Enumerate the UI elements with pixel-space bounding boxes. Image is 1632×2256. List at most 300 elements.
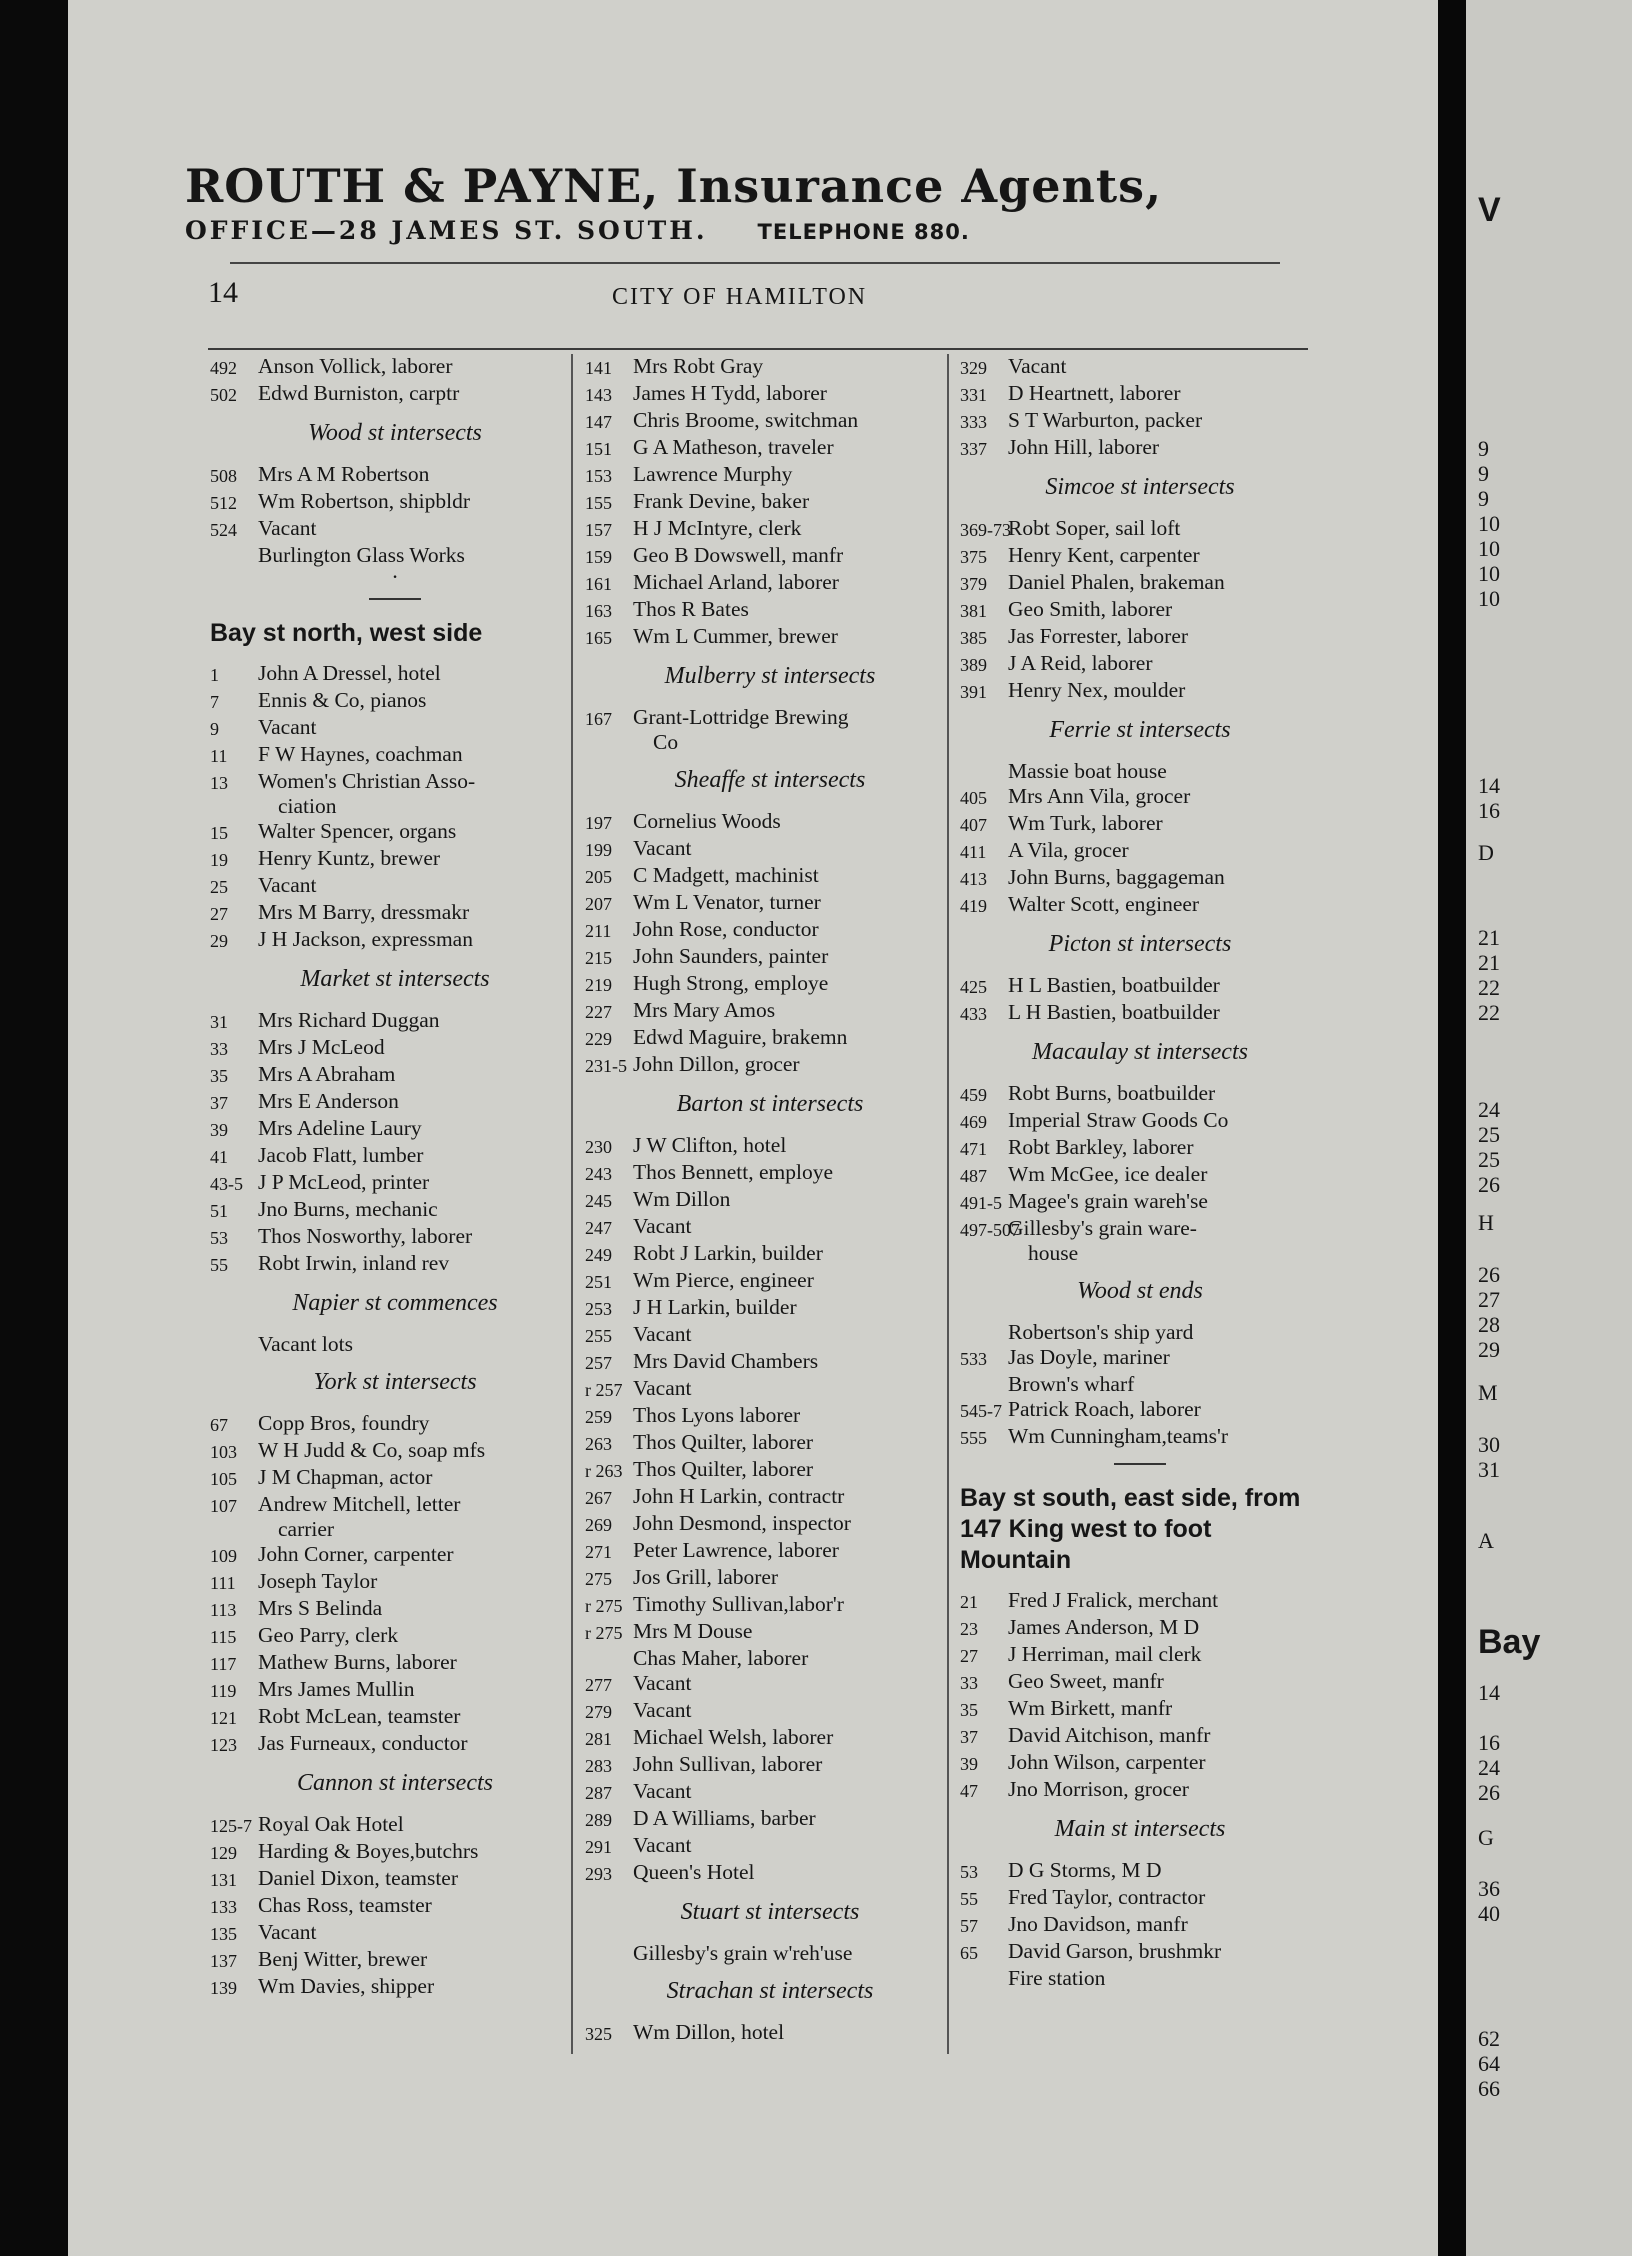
house-number: 413 xyxy=(960,869,987,889)
resident-name: Magee's grain wareh'se xyxy=(1008,1189,1208,1213)
house-number: 271 xyxy=(585,1542,612,1562)
house-number: 267 xyxy=(585,1488,612,1508)
directory-entry xyxy=(585,1052,955,1079)
directory-entry xyxy=(585,1457,955,1484)
street-section-heading: Bay st south, east side, from 147 King west to foot Mountain xyxy=(960,1484,1301,1574)
resident-name: Mrs Ann Vila, grocer xyxy=(1008,784,1191,808)
resident-name-continued: house xyxy=(1028,1241,1079,1265)
directory-entry xyxy=(210,1947,580,1974)
directory-note: Gillesby's grain w'reh'use xyxy=(633,1941,853,1965)
directory-entry xyxy=(585,516,955,543)
directory-entry xyxy=(210,742,580,769)
resident-name: Vacant xyxy=(258,516,317,540)
directory-entry xyxy=(210,516,580,543)
directory-entry xyxy=(585,1806,955,1833)
directory-entry xyxy=(960,1777,1320,1804)
resident-name: Geo Smith, laborer xyxy=(1008,597,1173,621)
resident-name: Jas Furneaux, conductor xyxy=(258,1731,468,1755)
directory-entry xyxy=(585,1268,955,1295)
resident-name: Frank Devine, baker xyxy=(633,489,810,513)
directory-entry xyxy=(585,1214,955,1241)
directory-entry xyxy=(585,890,955,917)
directory-entry xyxy=(960,1696,1320,1723)
house-number: 155 xyxy=(585,493,612,513)
directory-entry xyxy=(585,1860,955,1887)
directory-entry xyxy=(210,1224,580,1251)
directory-entry xyxy=(585,1187,955,1214)
house-number: 25 xyxy=(210,877,228,897)
house-number: 27 xyxy=(960,1646,978,1666)
directory-entry xyxy=(960,892,1320,919)
house-number: 43-5 xyxy=(210,1174,243,1194)
adjacent-page-fragment: Bay xyxy=(1478,1623,1541,1661)
house-number: 33 xyxy=(210,1039,228,1059)
house-number: 123 xyxy=(210,1735,237,1755)
adjacent-page-fragment: 21 xyxy=(1478,950,1500,975)
banner-telephone: TELEPHONE 880. xyxy=(757,220,970,244)
house-number: 15 xyxy=(210,823,228,843)
house-number: 491-5 xyxy=(960,1193,1002,1213)
directory-entry xyxy=(585,1160,955,1187)
resident-name: Mrs E Anderson xyxy=(258,1089,399,1113)
running-head: CITY OF HAMILTON xyxy=(612,284,868,310)
directory-entry xyxy=(210,1035,580,1062)
house-number: 23 xyxy=(960,1619,978,1639)
adjacent-page-fragment: 25 xyxy=(1478,1122,1500,1147)
house-number: 524 xyxy=(210,520,237,540)
adjacent-page-fragment: 10 xyxy=(1478,561,1500,586)
adjacent-page-fragment: 28 xyxy=(1478,1312,1500,1337)
directory-entry xyxy=(210,1920,580,1947)
house-number: 119 xyxy=(210,1681,237,1701)
resident-name: John Wilson, carpenter xyxy=(1008,1750,1206,1774)
directory-entry xyxy=(960,543,1320,570)
resident-name: H L Bastien, boatbuilder xyxy=(1008,973,1220,997)
resident-name: Mrs Adeline Laury xyxy=(258,1116,422,1140)
resident-name: Vacant xyxy=(633,1671,692,1695)
adjacent-page-fragment: 24 xyxy=(1478,1755,1500,1780)
directory-entry xyxy=(585,1133,955,1160)
resident-name: Anson Vollick, laborer xyxy=(258,354,453,378)
adjacent-page-fragment: G xyxy=(1478,1825,1494,1850)
house-number: 153 xyxy=(585,466,612,486)
resident-name-continued: Co xyxy=(653,730,679,754)
directory-entry xyxy=(960,1615,1320,1642)
house-number: 459 xyxy=(960,1085,987,1105)
house-number: 35 xyxy=(960,1700,978,1720)
directory-entry xyxy=(585,1241,955,1268)
resident-name: Mathew Burns, laborer xyxy=(258,1650,457,1674)
resident-name: Walter Scott, engineer xyxy=(1008,892,1200,916)
banner-subtitle xyxy=(185,214,1335,249)
directory-entry xyxy=(585,1430,955,1457)
adjacent-page-fragment: 31 xyxy=(1478,1457,1500,1482)
directory-entry xyxy=(585,1698,955,1725)
house-number: 31 xyxy=(210,1012,228,1032)
directory-entry xyxy=(585,1538,955,1565)
resident-name-block xyxy=(633,705,955,755)
house-number: 211 xyxy=(585,921,612,941)
house-number: 163 xyxy=(585,601,612,621)
resident-name: Women's Christian Asso- xyxy=(258,769,476,793)
adjacent-page-fragment: 66 xyxy=(1478,2076,1500,2101)
adjacent-page-fragment: V xyxy=(1478,191,1501,229)
house-number: 245 xyxy=(585,1191,612,1211)
house-number: 293 xyxy=(585,1864,612,1884)
cross-street-heading: Cannon st intersects xyxy=(297,1770,493,1796)
house-number: 375 xyxy=(960,547,987,567)
directory-entry xyxy=(585,971,955,998)
resident-name: J P McLeod, printer xyxy=(258,1170,430,1194)
adjacent-page-fragment: 25 xyxy=(1478,1147,1500,1172)
resident-name-block xyxy=(258,769,580,819)
directory-entry xyxy=(210,661,580,688)
directory-note: Massie boat house xyxy=(1008,759,1167,783)
house-number: 19 xyxy=(210,850,228,870)
resident-name: Timothy Sullivan,labor'r xyxy=(633,1592,844,1616)
column-1 xyxy=(210,354,580,2001)
resident-name: Cornelius Woods xyxy=(633,809,781,833)
resident-name: Geo Parry, clerk xyxy=(258,1623,399,1647)
resident-name: Grant-Lottridge Brewing xyxy=(633,705,849,729)
house-number: 283 xyxy=(585,1756,612,1776)
directory-entry xyxy=(585,435,955,462)
house-number: 492 xyxy=(210,358,237,378)
house-number: 247 xyxy=(585,1218,612,1238)
header-rule xyxy=(208,348,1308,350)
resident-name: J H Jackson, expressman xyxy=(258,927,473,951)
directory-entry xyxy=(585,1484,955,1511)
house-number: 65 xyxy=(960,1943,978,1963)
resident-name: Thos Bennett, employe xyxy=(633,1160,834,1184)
directory-entry xyxy=(210,1893,580,1920)
house-number: 227 xyxy=(585,1002,612,1022)
directory-entry xyxy=(585,705,955,755)
house-number: 229 xyxy=(585,1029,612,1049)
house-number: 151 xyxy=(585,439,612,459)
house-number: 29 xyxy=(210,931,228,951)
directory-entry xyxy=(210,715,580,742)
house-number: 47 xyxy=(960,1781,978,1801)
resident-name: Fred Taylor, contractor xyxy=(1008,1885,1206,1909)
cross-street-heading: Market st intersects xyxy=(300,966,490,992)
cross-street-heading: Simcoe st intersects xyxy=(1045,474,1235,500)
directory-note: Robertson's ship yard xyxy=(1008,1320,1194,1344)
house-number: r 257 xyxy=(585,1380,623,1400)
house-number: 391 xyxy=(960,682,987,702)
house-number: 147 xyxy=(585,412,612,432)
directory-entry xyxy=(585,543,955,570)
house-number: 287 xyxy=(585,1783,612,1803)
resident-name: Wm L Venator, turner xyxy=(633,890,821,914)
house-number: 109 xyxy=(210,1546,237,1566)
house-number: 433 xyxy=(960,1004,987,1024)
directory-entry xyxy=(210,1623,580,1650)
resident-name: James H Tydd, laborer xyxy=(633,381,827,405)
house-number: 337 xyxy=(960,439,987,459)
directory-entry xyxy=(585,917,955,944)
resident-name: Wm Robertson, shipbldr xyxy=(258,489,470,513)
resident-name: David Garson, brushmkr xyxy=(1008,1939,1222,1963)
resident-name: Imperial Straw Goods Co xyxy=(1008,1108,1229,1132)
resident-name: Henry Nex, moulder xyxy=(1008,678,1186,702)
adjacent-page-fragment: M xyxy=(1478,1380,1498,1405)
house-number: 167 xyxy=(585,709,612,729)
resident-name: John Hill, laborer xyxy=(1008,435,1160,459)
resident-name: H J McIntyre, clerk xyxy=(633,516,802,540)
adjacent-page-fragment: 40 xyxy=(1478,1901,1500,1926)
house-number: 159 xyxy=(585,547,612,567)
resident-name: Vacant xyxy=(258,715,317,739)
directory-note: Chas Maher, laborer xyxy=(633,1646,809,1670)
adjacent-page-fragment: H xyxy=(1478,1210,1494,1235)
directory-entry xyxy=(210,1542,580,1569)
house-number: 41 xyxy=(210,1147,228,1167)
resident-name: Mrs James Mullin xyxy=(258,1677,415,1701)
resident-name: Henry Kuntz, brewer xyxy=(258,846,441,870)
directory-entry xyxy=(210,1465,580,1492)
resident-name: Mrs A M Robertson xyxy=(258,462,430,486)
directory-entry xyxy=(210,1677,580,1704)
adjacent-page-fragment: 9 xyxy=(1478,486,1489,511)
directory-note: Burlington Glass Works xyxy=(258,543,465,567)
directory-note: Brown's wharf xyxy=(1008,1372,1135,1396)
directory-entry xyxy=(960,354,1320,381)
house-number: 57 xyxy=(960,1916,978,1936)
house-number: 205 xyxy=(585,867,612,887)
house-number: 263 xyxy=(585,1434,612,1454)
directory-entry xyxy=(960,1424,1320,1451)
resident-name: Jno Morrison, grocer xyxy=(1008,1777,1189,1801)
resident-name: Wm Dillon xyxy=(633,1187,731,1211)
adjacent-page-fragment: 14 xyxy=(1478,773,1500,798)
house-number: 141 xyxy=(585,358,612,378)
directory-entry xyxy=(585,381,955,408)
resident-name: Jas Doyle, mariner xyxy=(1008,1345,1170,1369)
resident-name: Gillesby's grain ware- xyxy=(1008,1216,1197,1240)
adjacent-page-fragment: 26 xyxy=(1478,1262,1500,1287)
directory-entry xyxy=(210,1008,580,1035)
house-number: 329 xyxy=(960,358,987,378)
directory-entry xyxy=(960,1189,1320,1216)
resident-name: Wm L Cummer, brewer xyxy=(633,624,838,648)
resident-name: Thos Lyons laborer xyxy=(633,1403,801,1427)
directory-entry xyxy=(585,1779,955,1806)
cross-street-heading: Main st intersects xyxy=(1054,1816,1226,1842)
directory-entry xyxy=(585,1592,955,1619)
resident-name: Jacob Flatt, lumber xyxy=(258,1143,424,1167)
directory-entry xyxy=(960,1939,1320,1966)
directory-entry xyxy=(960,1912,1320,1939)
adjacent-page-fragment: 21 xyxy=(1478,925,1500,950)
house-number: 469 xyxy=(960,1112,987,1132)
resident-name: F W Haynes, coachman xyxy=(258,742,463,766)
resident-name: Michael Welsh, laborer xyxy=(633,1725,834,1749)
resident-name: Vacant xyxy=(633,1698,692,1722)
column-3 xyxy=(960,354,1320,1991)
resident-name: Benj Witter, brewer xyxy=(258,1947,428,1971)
cross-street-heading: Napier st commences xyxy=(292,1290,498,1316)
resident-name: Vacant xyxy=(633,1322,692,1346)
house-number: 555 xyxy=(960,1428,987,1448)
banner-office: OFFICE—28 JAMES ST. SOUTH. xyxy=(185,216,708,245)
house-number: 117 xyxy=(210,1654,237,1674)
directory-entry xyxy=(210,1062,580,1089)
house-number: 111 xyxy=(210,1573,236,1593)
adjacent-page-fragment: 26 xyxy=(1478,1780,1500,1805)
resident-name: D Heartnett, laborer xyxy=(1008,381,1181,405)
cross-street-heading: Wood st ends xyxy=(1077,1278,1203,1304)
directory-entry xyxy=(210,1812,580,1839)
house-number: 37 xyxy=(210,1093,228,1113)
section-divider xyxy=(369,598,421,600)
house-number: 219 xyxy=(585,975,612,995)
directory-entry xyxy=(960,651,1320,678)
resident-name: Thos Quilter, laborer xyxy=(633,1457,814,1481)
resident-name: Chas Ross, teamster xyxy=(258,1893,432,1917)
directory-entry xyxy=(960,408,1320,435)
resident-name: David Aitchison, manfr xyxy=(1008,1723,1211,1747)
house-number: 139 xyxy=(210,1978,237,1998)
resident-name: Wm Dillon, hotel xyxy=(633,2020,785,2044)
resident-name: Andrew Mitchell, letter xyxy=(258,1492,461,1516)
house-number: r 263 xyxy=(585,1461,623,1481)
directory-entry xyxy=(960,1642,1320,1669)
directory-entry xyxy=(585,462,955,489)
directory-entry xyxy=(585,1403,955,1430)
resident-name: Mrs David Chambers xyxy=(633,1349,819,1373)
resident-name: Robt Burns, boatbuilder xyxy=(1008,1081,1216,1105)
house-number: 281 xyxy=(585,1729,612,1749)
resident-name: Mrs J McLeod xyxy=(258,1035,385,1059)
cross-street-heading: Macaulay st intersects xyxy=(1032,1039,1248,1065)
resident-name-block xyxy=(1008,1216,1320,1266)
resident-name: Hugh Strong, employe xyxy=(633,971,829,995)
resident-name: Vacant xyxy=(633,836,692,860)
house-number: 253 xyxy=(585,1299,612,1319)
adjacent-page-fragment: 9 xyxy=(1478,461,1489,486)
adjacent-page-fragment: 10 xyxy=(1478,511,1500,536)
house-number: 55 xyxy=(960,1889,978,1909)
house-number: 113 xyxy=(210,1600,237,1620)
directory-entry xyxy=(960,784,1320,811)
house-number: 508 xyxy=(210,466,237,486)
resident-name: Mrs Richard Duggan xyxy=(258,1008,440,1032)
house-number: 131 xyxy=(210,1870,237,1890)
resident-name: Vacant xyxy=(633,1214,692,1238)
resident-name: Daniel Phalen, brakeman xyxy=(1008,570,1225,594)
cross-street-heading: Sheaffe st intersects xyxy=(674,767,866,793)
directory-entry xyxy=(210,927,580,954)
house-number: 107 xyxy=(210,1496,237,1516)
house-number: 9 xyxy=(210,719,219,739)
directory-entry xyxy=(960,1723,1320,1750)
directory-entry xyxy=(585,1295,955,1322)
house-number: 381 xyxy=(960,601,987,621)
resident-name-continued: ciation xyxy=(278,794,337,818)
house-number: 215 xyxy=(585,948,612,968)
resident-name: D A Williams, barber xyxy=(633,1806,816,1830)
directory-note: Fire station xyxy=(1008,1966,1106,1990)
resident-name: Thos Nosworthy, laborer xyxy=(258,1224,473,1248)
house-number: 231-5 xyxy=(585,1056,627,1076)
cross-street-heading: Stuart st intersects xyxy=(680,1899,860,1925)
resident-name: J A Reid, laborer xyxy=(1008,651,1153,675)
house-number: 121 xyxy=(210,1708,237,1728)
adjacent-page-fragment: 16 xyxy=(1478,798,1500,823)
house-number: 207 xyxy=(585,894,612,914)
directory-entry xyxy=(210,846,580,873)
directory-entry xyxy=(960,973,1320,1000)
house-number: 230 xyxy=(585,1137,612,1157)
house-number: 37 xyxy=(960,1727,978,1747)
house-number: 53 xyxy=(960,1862,978,1882)
directory-entry xyxy=(585,624,955,651)
adjacent-page-fragment: 16 xyxy=(1478,1730,1500,1755)
resident-name: Chris Broome, switchman xyxy=(633,408,859,432)
resident-name: Robt McLean, teamster xyxy=(258,1704,461,1728)
house-number: 389 xyxy=(960,655,987,675)
resident-name: Patrick Roach, laborer xyxy=(1008,1397,1201,1421)
house-number: 199 xyxy=(585,840,612,860)
directory-entry xyxy=(585,489,955,516)
resident-name: W H Judd & Co, soap mfs xyxy=(258,1438,486,1462)
resident-name: Wm McGee, ice dealer xyxy=(1008,1162,1208,1186)
adjacent-page-fragment: 22 xyxy=(1478,1000,1500,1025)
house-number: 405 xyxy=(960,788,987,808)
directory-entry xyxy=(585,1322,955,1349)
resident-name: John A Dressel, hotel xyxy=(258,661,441,685)
resident-name: Jas Forrester, laborer xyxy=(1008,624,1189,648)
resident-name: Robt Irwin, inland rev xyxy=(258,1251,450,1275)
house-number: 497-507 xyxy=(960,1220,1020,1240)
adjacent-page-fragment: D xyxy=(1478,840,1494,865)
cross-street-heading: Picton st intersects xyxy=(1048,931,1232,957)
directory-entry xyxy=(210,1650,580,1677)
cross-street-heading: Barton st intersects xyxy=(676,1091,864,1117)
cross-street-heading: Wood st intersects xyxy=(308,420,482,446)
directory-entry xyxy=(585,809,955,836)
directory-entry xyxy=(210,489,580,516)
house-number: 331 xyxy=(960,385,987,405)
resident-name: C Madgett, machinist xyxy=(633,863,819,887)
directory-entry xyxy=(960,1135,1320,1162)
resident-name: A Vila, grocer xyxy=(1008,838,1129,862)
house-number: r 275 xyxy=(585,1623,623,1643)
advertisement-banner xyxy=(185,158,1335,249)
house-number: 289 xyxy=(585,1810,612,1830)
resident-name: Jno Burns, mechanic xyxy=(258,1197,438,1221)
resident-name: Michael Arland, laborer xyxy=(633,570,839,594)
resident-name: Robt Barkley, laborer xyxy=(1008,1135,1194,1159)
resident-name: Lawrence Murphy xyxy=(633,462,793,486)
directory-entry xyxy=(585,1833,955,1860)
house-number: 133 xyxy=(210,1897,237,1917)
directory-entry xyxy=(210,1170,580,1197)
directory-entry xyxy=(210,354,580,381)
adjacent-page-fragment: 62 xyxy=(1478,2026,1500,2051)
directory-entry xyxy=(585,1752,955,1779)
adjacent-page-fragment: 26 xyxy=(1478,1172,1500,1197)
house-number: 103 xyxy=(210,1442,237,1462)
house-number: 157 xyxy=(585,520,612,540)
resident-name: John Saunders, painter xyxy=(633,944,829,968)
house-number: 165 xyxy=(585,628,612,648)
directory-entry xyxy=(960,1345,1320,1372)
directory-entry xyxy=(585,2020,955,2047)
directory-entry xyxy=(585,1376,955,1403)
resident-name: Mrs M Barry, dressmakr xyxy=(258,900,470,924)
